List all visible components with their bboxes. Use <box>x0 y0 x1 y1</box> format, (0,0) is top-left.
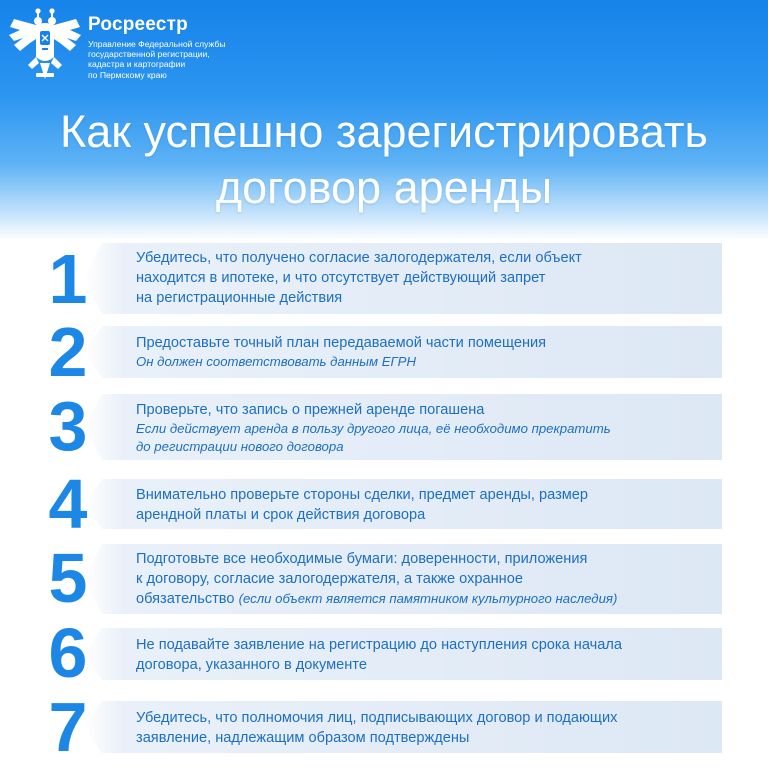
step-6-text <box>136 635 726 675</box>
step-1-line: на регистрационные действия <box>136 290 343 306</box>
step-2-line: Предоставьте точный план передаваемой части помещения <box>136 335 547 351</box>
step-1-line: Убедитесь, что получено согласие залогодержателя, если объект <box>136 250 582 266</box>
step-3-line: Проверьте, что запись о прежней аренде погашена <box>136 402 485 418</box>
brand-name: Росреестр <box>88 14 188 35</box>
step-5-line-plain: обязательство <box>136 591 235 607</box>
step-4-line: арендной платы и срок действия договора <box>136 507 426 523</box>
step-2-note: Он должен соответствовать данным ЕГРН <box>136 354 416 369</box>
brand-subtitle-line: государственной регистрации, <box>88 49 210 60</box>
step-4-line: Внимательно проверьте стороны сделки, предмет аренды, размер <box>136 487 589 503</box>
step-3-note: Если действует аренда в пользу другого лица, её необходимо прекратить <box>136 421 611 436</box>
brand-subtitle-line: Управление Федеральной службы <box>88 39 226 49</box>
step-6-line: договора, указанного в документе <box>136 657 367 673</box>
brand-subtitle <box>88 39 258 80</box>
step-4-text <box>136 485 726 525</box>
step-6-line: Не подавайте заявление на регистрацию до наступления срока начала <box>136 637 623 653</box>
step-5-number: 5 <box>48 539 88 617</box>
step-7-line: заявление, надлежащим образом подтверждены <box>136 730 470 746</box>
page-title-line2: договор аренды <box>215 162 553 213</box>
step-7-line: Убедитесь, что полномочия лиц, подписывающих договор и подающих <box>136 710 618 726</box>
step-7-number: 7 <box>48 688 88 766</box>
brand-subtitle-line: кадастра и картографии <box>88 59 186 70</box>
step-3-note: до регистрации нового договора <box>136 438 344 454</box>
step-3-text <box>136 400 726 455</box>
step-5-text <box>136 549 726 609</box>
step-5-line <box>136 589 726 609</box>
step-4-number: 4 <box>48 465 88 543</box>
step-1-text <box>136 248 726 308</box>
step-5-line: Подготовьте все необходимые бумаги: доверенности, приложения <box>136 551 588 567</box>
step-1-number: 1 <box>48 240 88 318</box>
header-banner <box>0 0 768 240</box>
step-6-number: 6 <box>48 614 88 692</box>
step-7-text <box>136 708 726 748</box>
page-title-line1: Как успешно зарегистрировать <box>60 106 708 157</box>
step-5-note: (если объект является памятником культурного наследия) <box>238 591 618 606</box>
step-2-text <box>136 333 726 371</box>
step-5-line: к договору, согласие залогодержателя, а также охранное <box>136 571 523 587</box>
brand-subtitle-line: по Пермскому краю <box>88 69 167 80</box>
step-1-line: находится в ипотеке, и что отсутствует действующий запрет <box>136 270 546 286</box>
step-3-number: 3 <box>48 387 88 465</box>
step-2-number: 2 <box>48 313 88 391</box>
eagle-emblem-icon <box>6 5 84 85</box>
page-title <box>0 104 768 216</box>
